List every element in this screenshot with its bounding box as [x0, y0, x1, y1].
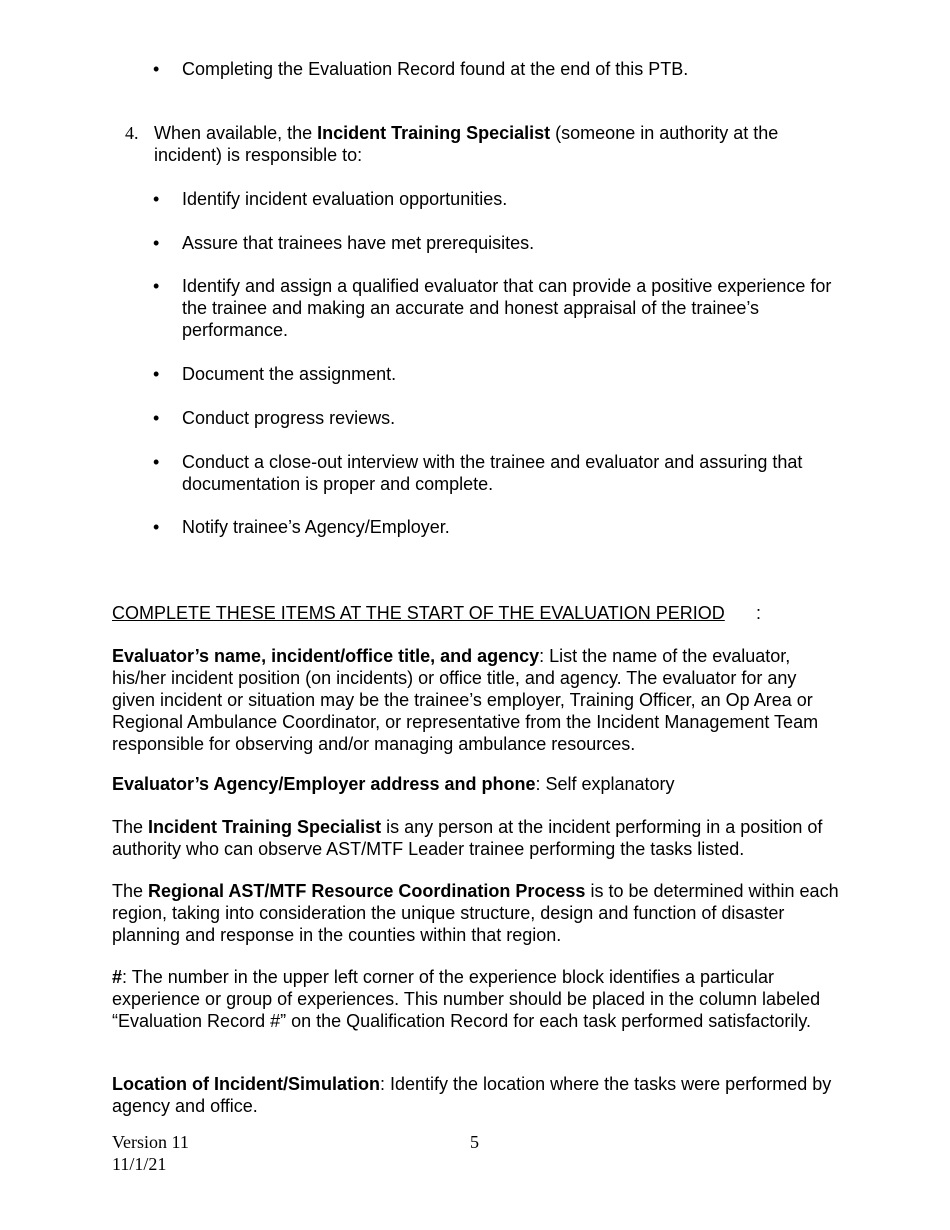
bold-term: Incident Training Specialist	[148, 817, 382, 837]
bold-term: Evaluator’s Agency/Employer address and phone	[112, 774, 536, 794]
bullet-glyph: •	[153, 517, 160, 537]
bullet-glyph: •	[153, 408, 160, 428]
bold-term: #	[112, 967, 123, 987]
bullet-text: Notify trainee’s Agency/Employer.	[182, 517, 450, 537]
bullet-text: Document the assignment.	[182, 364, 397, 384]
bold-term: Location of Incident/Simulation	[112, 1074, 380, 1094]
bullet-text: Conduct progress reviews.	[182, 408, 396, 428]
bullet-text: Identify incident evaluation opportunities.	[182, 189, 508, 209]
section-heading: COMPLETE THESE ITEMS AT THE START OF THE EVALUATION PERIOD	[112, 603, 725, 623]
heading-colon: :	[756, 603, 762, 623]
bullet-text: Conduct a close-out interview with the trainee and evaluator and assuring that documentation is proper and complete.	[182, 452, 803, 494]
bullet-glyph: •	[153, 452, 160, 472]
paragraph-location: Location of Incident/Simulation: Identify the location where the tasks were performed by agency and office.	[112, 1074, 832, 1116]
bullet-text: Completing the Evaluation Record found at the end of this PTB.	[182, 59, 689, 79]
bullet-glyph: •	[153, 364, 160, 384]
bold-term: Incident Training Specialist	[317, 123, 551, 143]
bullet-text: Assure that trainees have met prerequisites.	[182, 233, 535, 253]
footer-version: Version 11	[112, 1132, 189, 1152]
paragraph-evaluator: Evaluator’s name, incident/office title, and agency: List the name of the evaluator, his/her incident position (on incidents) or office title, and agency. The evaluator for any given incident or situation may be the trainee’s employer, Training Officer, an Op Area or Regional Ambulance Coordinator, or representative from the Incident Management Team responsible for observing and/or managing ambulance resources.	[112, 646, 819, 754]
paragraph-number-sign: #: The number in the upper left corner of the experience block identifies a particular experience or group of experiences. This number should be placed in the column labeled “Evaluation Record #” on the Qualification Record for each task performed satisfactorily.	[112, 967, 821, 1031]
paragraph-regional: The Regional AST/MTF Resource Coordination Process is to be determined within each region, taking into consideration the unique structure, design and function of disaster planning and response in the counties within that region.	[112, 881, 839, 945]
bullet-glyph: •	[153, 276, 160, 296]
bold-term: Regional AST/MTF Resource Coordination Process	[148, 881, 586, 901]
item-number: 4.	[125, 123, 139, 143]
bold-term: Evaluator’s name, incident/office title, and agency	[112, 646, 540, 666]
page-number: 5	[470, 1132, 479, 1152]
footer-date: 11/1/21	[112, 1154, 167, 1174]
bullet-glyph: •	[153, 233, 160, 253]
paragraph-agency: Evaluator’s Agency/Employer address and phone: Self explanatory	[112, 774, 675, 794]
paragraph-specialist: The Incident Training Specialist is any person at the incident performing in a position of authority who can observe AST/MTF Leader trainee performing the tasks listed.	[112, 817, 823, 859]
item-text: When available, the Incident Training Specialist (someone in authority at the incident) is responsible to:	[154, 123, 779, 165]
bullet-text: Identify and assign a qualified evaluator that can provide a positive experience for the trainee and making an accurate and honest appraisal of the trainee’s performance.	[182, 276, 832, 340]
bullet-glyph: •	[153, 59, 160, 79]
bullet-glyph: •	[153, 189, 160, 209]
